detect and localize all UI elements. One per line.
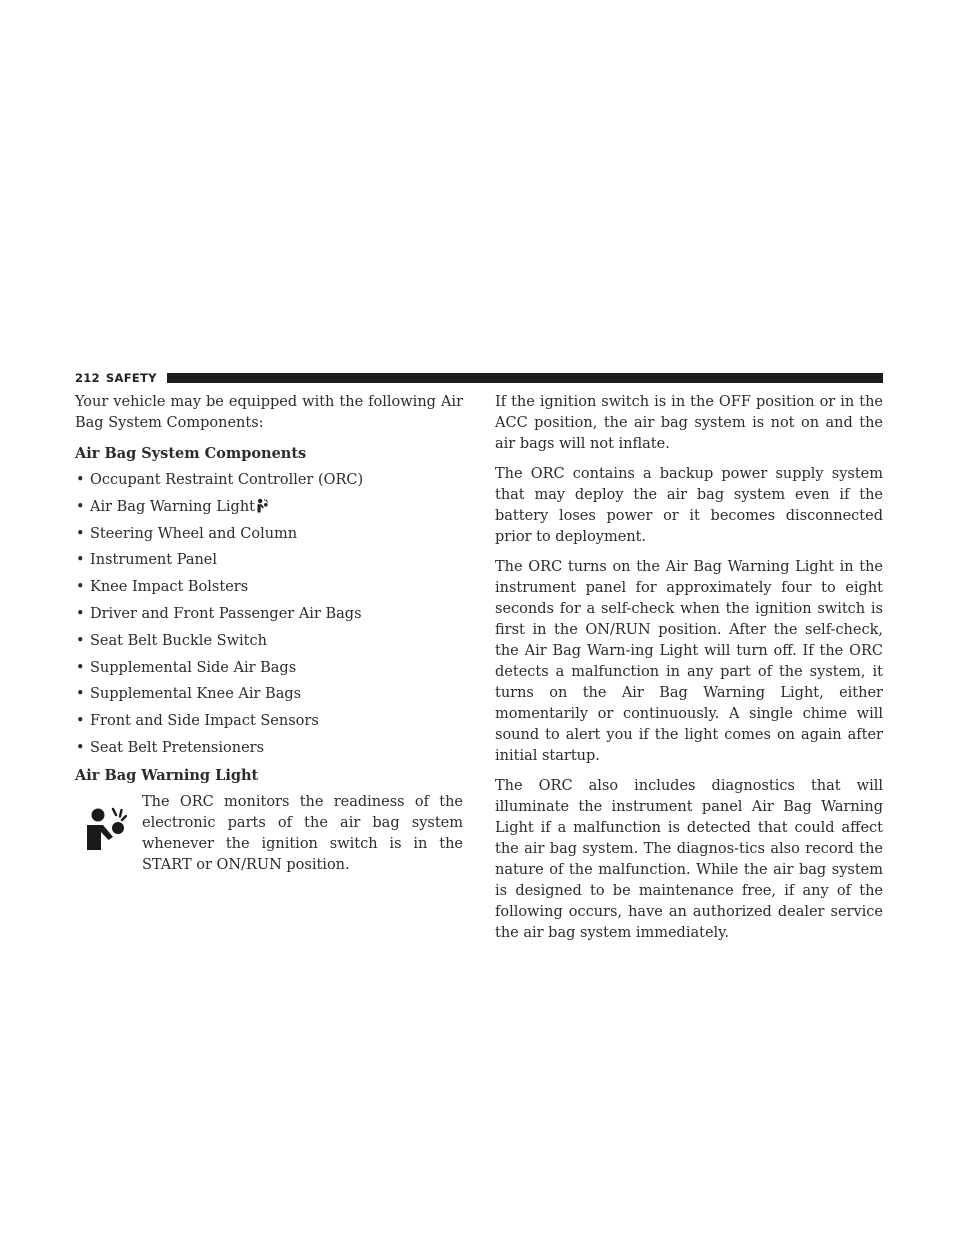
- list-item: • Steering Wheel and Column: [76, 525, 298, 542]
- right-column: [495, 392, 883, 953]
- airbag-warning-icon: [256, 498, 268, 513]
- paragraph-self-check: The ORC turns on the Air Bag Warning Light in the instrument panel for approximately four to eight seconds for a self-check when the ignition switch is first in the ON/RUN position. After the self-check, the Air Bag Warn-ing Light will turn off. If the ORC detects a malfunction in any part of the system, it turns on the Air Bag Warning Light, either momentarily or continuously. A single chime will sound to alert you if the light comes on again after initial startup.: [495, 559, 883, 764]
- page-number: 212: [75, 371, 100, 385]
- warning-light-block: [75, 792, 463, 876]
- intro-paragraph: Your vehicle may be equipped with the following Air Bag System Components:: [75, 394, 463, 431]
- list-item: • Knee Impact Bolsters: [76, 579, 249, 596]
- list-item: • Seat Belt Pretensioners: [76, 739, 265, 756]
- list-item: • Instrument Panel: [76, 552, 218, 569]
- paragraph-backup-power: The ORC contains a backup power supply system that may deploy the air bag system even if the battery loses power or it becomes disconnected prior to deployment.: [495, 466, 883, 545]
- airbag-warning-icon: [83, 806, 127, 852]
- warning-light-paragraph: The ORC monitors the readiness of the electronic parts of the air bag system whenever the ignition switch is in the START or ON/RUN position.: [142, 793, 463, 873]
- header-rule: [167, 373, 883, 383]
- left-column: [75, 392, 463, 876]
- section-title: SAFETY: [105, 371, 157, 385]
- list-item: • Seat Belt Buckle Switch: [76, 632, 267, 649]
- paragraph-diagnostics: The ORC also includes diagnostics that will illuminate the instrument panel Air Bag Warning Light if a malfunction is detected that could affect the air bag system. The diagnos-tics also record the nature of the malfunction. While the air bag system is designed to be maintenance free, if any of the following occurs, have an authorized dealer service the air bag system immediately.: [495, 778, 883, 941]
- components-list: [75, 470, 463, 759]
- components-heading: Air Bag System Components: [75, 445, 307, 462]
- page-header: [75, 371, 883, 385]
- list-item: • Occupant Restraint Controller (ORC): [76, 472, 364, 488]
- list-item: • Driver and Front Passenger Air Bags: [76, 605, 362, 622]
- paragraph-ignition-off: If the ignition switch is in the OFF position or in the ACC position, the air bag system is not on and the air bags will not inflate.: [495, 394, 883, 452]
- list-item: • Air Bag Warning Light: [75, 497, 463, 518]
- list-item: • Front and Side Impact Sensors: [76, 713, 319, 730]
- list-item: • Supplemental Side Air Bags: [76, 659, 297, 676]
- warning-light-heading: Air Bag Warning Light: [75, 766, 259, 784]
- list-item: • Supplemental Knee Air Bags: [76, 686, 302, 703]
